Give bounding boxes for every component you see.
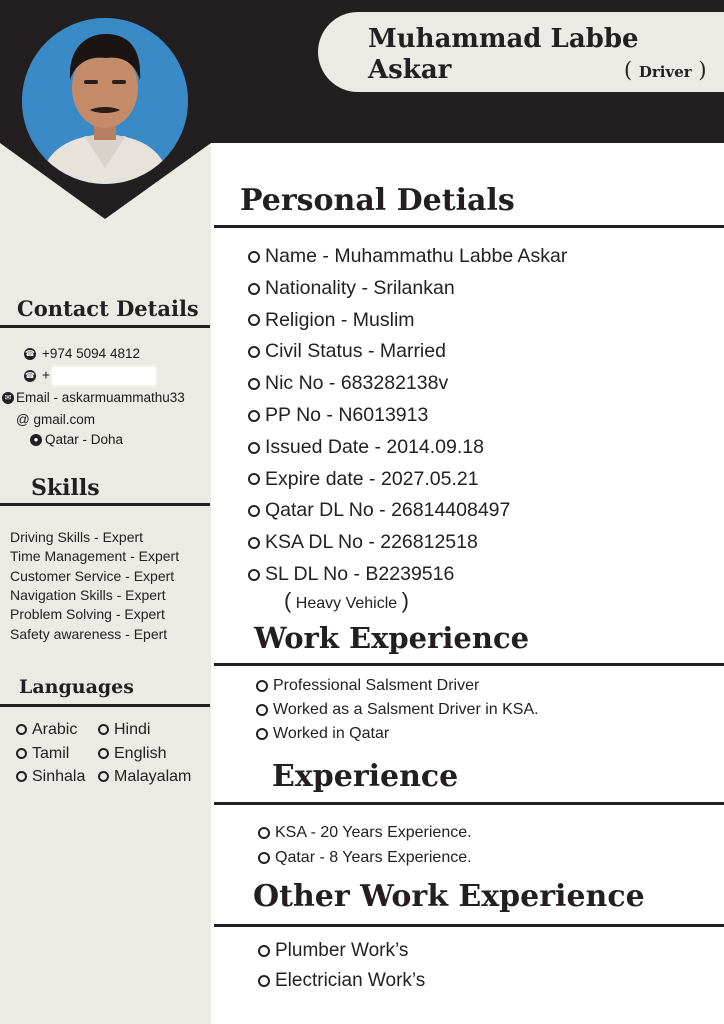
circle-bullet-icon [248, 569, 260, 581]
note-close-paren: ) [401, 588, 409, 613]
language-item-text: Malayalam [114, 768, 192, 785]
phone-icon: ☎ [25, 349, 35, 359]
work-rule [214, 663, 724, 666]
work-item [256, 701, 539, 719]
skills-title: Skills [31, 475, 100, 501]
personal-detail-item [248, 277, 455, 300]
language-item [98, 768, 191, 786]
personal-rule [214, 225, 724, 228]
contact-phone-1 [24, 346, 140, 361]
circle-bullet-icon [248, 251, 260, 263]
personal-title: Personal Detials [240, 183, 515, 218]
personal-detail-item [248, 531, 478, 554]
experience-item-text: Qatar - 8 Years Experience. [275, 849, 472, 866]
circle-bullet-icon [248, 314, 260, 326]
skill-item-text: Safety awareness - Epert [10, 625, 168, 642]
language-item [16, 721, 77, 739]
note-text: Heavy Vehicle [295, 595, 398, 612]
experience-rule [214, 802, 724, 805]
circle-bullet-icon [256, 680, 268, 692]
personal-detail-item [248, 340, 446, 363]
phone-2-text: + [42, 367, 50, 383]
personal-detail-item [248, 372, 448, 395]
circle-bullet-icon [248, 442, 260, 454]
language-item [98, 745, 166, 763]
language-item [16, 768, 85, 786]
email-icon: ✉ [2, 392, 14, 404]
work-title: Work Experience [254, 621, 530, 655]
circle-bullet-icon [248, 378, 260, 390]
personal-detail-item [248, 245, 567, 268]
location-text: Qatar - Doha [45, 432, 124, 447]
skill-item-text: Driving Skills - Expert [10, 529, 144, 545]
languages-rule [0, 704, 210, 707]
skill-item [10, 529, 143, 545]
note-open-paren: ( [284, 588, 292, 613]
personal-detail-item [248, 404, 428, 427]
personal-detail-item [248, 436, 484, 459]
phone-icon: ☎ [25, 371, 35, 380]
work-item-text: Professional Salsment Driver [273, 677, 480, 694]
work-item [256, 677, 479, 695]
role-close-paren: ) [698, 58, 707, 82]
work-item-text: Worked as a Salsment Driver in KSA. [273, 701, 539, 718]
circle-bullet-icon [98, 748, 109, 759]
personal-detail-item-text: Issued Date - 2014.09.18 [265, 435, 484, 458]
circle-bullet-icon [258, 852, 270, 864]
email-prefix-text: Email - askarmuammathu33 [16, 390, 185, 405]
circle-bullet-icon [16, 771, 27, 782]
name-second-line: Askar [368, 55, 452, 85]
person-avatar-icon [22, 18, 188, 184]
circle-bullet-icon [16, 748, 27, 759]
language-item-text: Arabic [32, 721, 78, 738]
circle-bullet-icon [258, 975, 270, 987]
experience-item [258, 849, 472, 867]
other-work-item [258, 940, 408, 962]
other-work-item-text: Plumber Work’s [275, 940, 409, 961]
language-item-text: Hindi [114, 721, 151, 738]
language-item [98, 721, 150, 739]
contact-location [30, 432, 123, 447]
work-item [256, 725, 389, 743]
skill-item-text: Time Management - Expert [10, 548, 180, 565]
circle-bullet-icon [248, 283, 260, 295]
contact-rule [0, 325, 210, 328]
personal-detail-item-text: Nic No - 683282138v [265, 372, 449, 395]
contact-title: Contact Details [17, 296, 199, 321]
contact-phone-2 [24, 367, 156, 385]
personal-detail-item-text: Religion - Muslim [265, 308, 415, 331]
circle-bullet-icon [248, 410, 260, 422]
phone-1-text: +974 5094 4812 [42, 346, 140, 361]
skill-item [10, 626, 167, 642]
circle-bullet-icon [256, 728, 268, 740]
circle-bullet-icon [248, 505, 260, 517]
circle-bullet-icon [16, 724, 27, 735]
work-item-text: Worked in Qatar [273, 725, 390, 742]
personal-detail-item-text: Civil Status - Married [265, 340, 446, 363]
personal-detail-item [248, 309, 415, 332]
personal-detail-item [248, 563, 454, 586]
skill-item [10, 606, 165, 622]
name-first-line: Muhammad Labbe [368, 24, 639, 54]
skill-item-text: Problem Solving - Expert [10, 606, 165, 623]
language-item-text: Sinhala [32, 768, 86, 785]
language-item-text: Tamil [32, 744, 70, 762]
contact-email [2, 390, 185, 405]
personal-detail-item [248, 468, 479, 491]
circle-bullet-icon [248, 473, 260, 485]
profile-photo [22, 18, 188, 184]
experience-item-text: KSA - 20 Years Experience. [275, 824, 472, 841]
skill-item-text: Customer Service - Expert [10, 567, 175, 584]
experience-item [258, 824, 472, 842]
circle-bullet-icon [256, 704, 268, 716]
personal-detail-item-text: Nationality - Srilankan [265, 276, 455, 299]
personal-detail-item-text: Qatar DL No - 26814408497 [265, 499, 511, 522]
personal-detail-item-text: KSA DL No - 226812518 [265, 531, 478, 554]
languages-title: Languages [19, 676, 134, 698]
skill-item [10, 548, 179, 564]
skill-item [10, 587, 166, 603]
personal-detail-item [248, 499, 510, 522]
language-item-text: English [114, 744, 167, 762]
skills-rule [0, 503, 210, 506]
circle-bullet-icon [98, 724, 109, 735]
skill-item-text: Navigation Skills - Expert [10, 586, 166, 603]
redacted-block [52, 367, 156, 385]
personal-detail-item-text: PP No - N6013913 [265, 404, 429, 426]
circle-bullet-icon [258, 945, 270, 957]
vehicle-note [284, 588, 409, 614]
circle-bullet-icon [98, 771, 109, 782]
contact-email-domain: @ gmail.com [16, 412, 95, 427]
role-open-paren: ( [624, 58, 633, 82]
personal-detail-item-text: Name - Muhammathu Labbe Askar [265, 245, 568, 267]
job-role [624, 58, 707, 82]
other-title: Other Work Experience [253, 879, 645, 914]
other-rule [214, 924, 724, 927]
role-text: Driver [638, 63, 692, 81]
location-pin-icon: ● [30, 434, 42, 446]
skill-item [10, 568, 174, 584]
circle-bullet-icon [258, 827, 270, 839]
other-work-item-text: Electrician Work’s [275, 970, 426, 991]
personal-detail-item-text: Expire date - 2027.05.21 [265, 467, 479, 490]
circle-bullet-icon [248, 537, 260, 549]
experience-title: Experience [272, 759, 459, 794]
circle-bullet-icon [248, 346, 260, 358]
personal-detail-item-text: SL DL No - B2239516 [265, 563, 455, 585]
other-work-item [258, 970, 425, 992]
language-item [16, 745, 69, 763]
